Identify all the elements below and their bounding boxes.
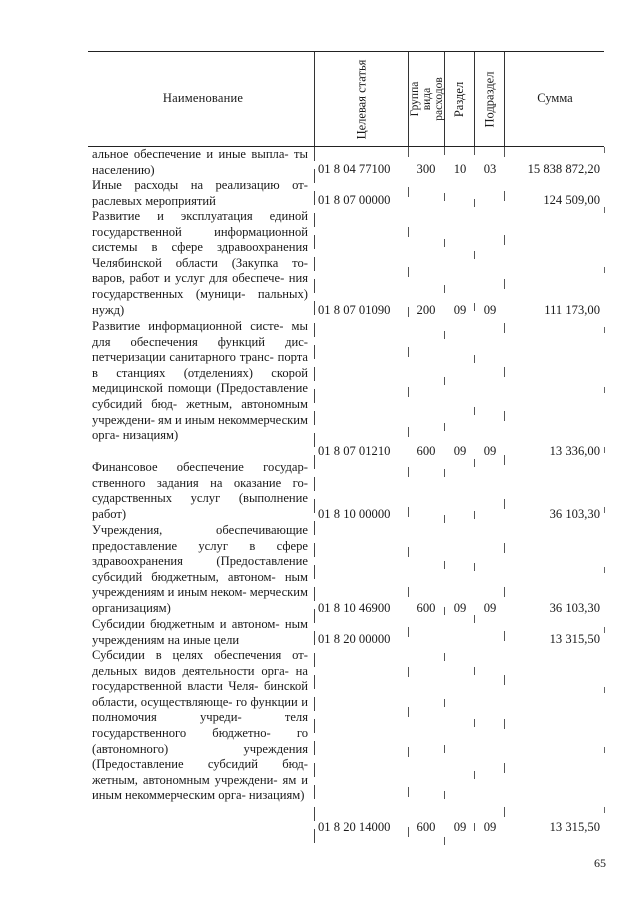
row-code: 01 8 10 46900 (318, 601, 391, 615)
row-section: 09 (453, 601, 467, 615)
row-amount: 15 838 872,20 (527, 162, 600, 176)
row-code: 01 8 07 01210 (318, 444, 391, 458)
header-section-cell (445, 54, 474, 144)
row-code: 01 8 20 14000 (318, 820, 391, 834)
row-amount: 124 509,00 (543, 193, 600, 207)
row-group: 300 (416, 162, 436, 176)
column-divider (504, 52, 505, 146)
row-code: 01 8 07 00000 (318, 193, 391, 207)
row-name: альное обеспечение и иные выпла- ты населению) (92, 147, 308, 177)
row-name: Финансовое обеспечение государ- ственного задания на оказание го- сударственных услуг (выполнение работ) (92, 460, 308, 521)
row-code: 01 8 07 01090 (318, 303, 391, 317)
header-section: Раздел (452, 81, 467, 117)
header-name: Наименование (162, 91, 244, 105)
header-subsection-cell (475, 54, 504, 144)
row-section: 10 (453, 162, 467, 176)
body-column-divider (474, 147, 475, 847)
row-name: Иные расходы на реализацию от- раслевых мероприятий (92, 178, 308, 208)
row-section: 09 (453, 303, 467, 317)
column-divider (314, 52, 315, 146)
page-number: 65 (594, 856, 606, 870)
row-subsection: 09 (483, 444, 497, 458)
row-name: Учреждения, обеспечивающие предоставление услуг в сфере здравоохранения (Предоставление субсидий бюджетным, автоном- ным учреждениям и иным неком- мерческим организациям) (92, 523, 308, 615)
row-name: Субсидии бюджетным и автоном- ным учреждениям на иные цели (92, 617, 308, 647)
row-amount: 36 103,30 (549, 507, 600, 521)
body-column-divider (408, 147, 409, 847)
row-subsection: 09 (483, 820, 497, 834)
row-subsection: 09 (483, 601, 497, 615)
row-amount: 111 173,00 (544, 303, 600, 317)
row-group: 600 (416, 601, 436, 615)
row-code: 01 8 10 00000 (318, 507, 391, 521)
row-group: 600 (416, 820, 436, 834)
row-group: 200 (416, 303, 436, 317)
row-name: Развитие информационной систе- мы для обеспечения функций дис- петчеризации санитарного транс- порта в станциях (отделениях) скорой медицинской помощи (Предоставление субсидий бюд- жетным, автономным учреждени- ям и иным некоммерческим орга- низациям) (92, 319, 308, 443)
row-code: 01 8 04 77100 (318, 162, 391, 176)
body-column-divider (314, 147, 315, 847)
row-name: Субсидии в целях обеспечения от- дельных видов деятельности орга- на государственной власти Челя- бинской области, осуществляюще- го функции и полномочия учреди- теля государственного бюджетно- го (автономного) учреждения (Предоставление субсидий бюд- жетным, автономным учреждени- ям и иным некоммерческим орга- низациям) (92, 648, 308, 803)
row-name: Развитие и эксплуатация единой государственной информационной системы в сфере здравоохранения Челябинской области (Закупка то- варов, работ и услуг для обеспече- ния государственных (муници- пальных) нужд) (92, 209, 308, 317)
header-subsection: Подраздел (482, 71, 496, 127)
row-amount: 13 336,00 (549, 444, 600, 458)
row-amount: 13 315,50 (549, 632, 600, 646)
row-section: 09 (453, 444, 467, 458)
row-section: 09 (453, 820, 467, 834)
header-amount: Сумма (537, 91, 573, 105)
header-target-article-cell (316, 54, 408, 144)
header-target-article: Целевая статья (354, 59, 369, 139)
header-expense-group: Группа вида расходов (408, 77, 445, 121)
body-column-divider (444, 147, 445, 847)
row-amount: 36 103,30 (549, 601, 600, 615)
row-subsection: 03 (483, 162, 497, 176)
body-column-divider (504, 147, 505, 847)
row-code: 01 8 20 00000 (318, 632, 391, 646)
header-expense-group-cell (409, 54, 444, 144)
row-group: 600 (416, 444, 436, 458)
body-right-edge (604, 147, 605, 847)
row-amount: 13 315,50 (549, 820, 600, 834)
row-subsection: 09 (483, 303, 497, 317)
